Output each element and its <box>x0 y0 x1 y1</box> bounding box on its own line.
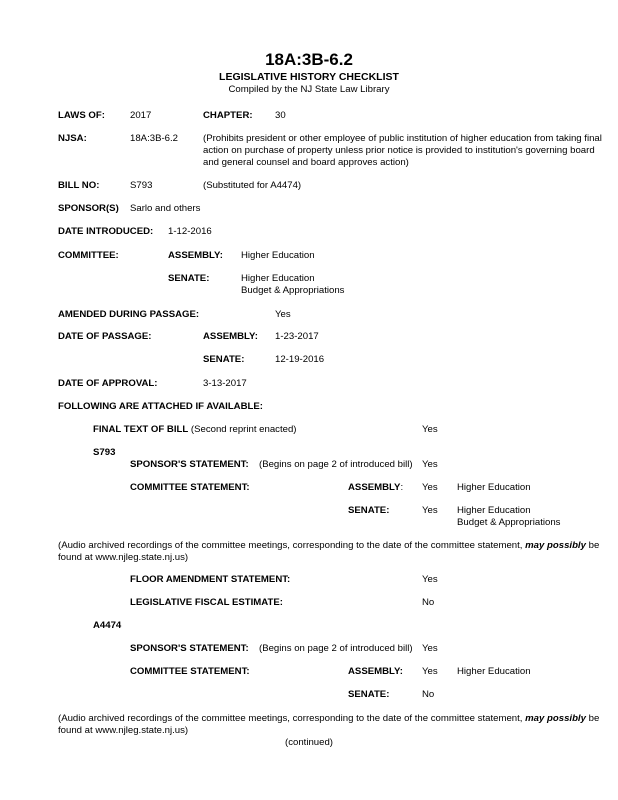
a4474-heading: A4474 <box>93 620 122 631</box>
passage-senate-value: 12-19-2016 <box>275 354 325 365</box>
s793-senate-committee-1: Higher Education <box>457 505 531 516</box>
s793-senate-committee-2: Budget & Appropriations <box>457 517 561 528</box>
s793-fiscal-label: LEGISLATIVE FISCAL ESTIMATE: <box>130 597 283 608</box>
a4474-sponsor-note: (Begins on page 2 of introduced bill) <box>259 643 413 654</box>
s793-assembly-value: Yes <box>422 482 438 493</box>
s793-assembly <box>348 482 403 494</box>
a4474-audio-note-emphasis: may possibly <box>525 713 586 724</box>
s793-audio-note <box>58 540 606 564</box>
s793-audio-note-2: be found at www.njleg.state.nj.us) <box>58 540 600 563</box>
a4474-assembly-label: ASSEMBLY: <box>348 666 403 677</box>
s793-floor-value: Yes <box>422 574 438 585</box>
amended-value: Yes <box>275 309 291 320</box>
s793-audio-note-emphasis: may possibly <box>525 540 586 551</box>
s793-sponsor-note: (Begins on page 2 of introduced bill) <box>259 459 413 470</box>
s793-committee-label: COMMITTEE STATEMENT: <box>130 482 250 493</box>
s793-senate-label: SENATE: <box>348 505 390 516</box>
a4474-senate-value: No <box>422 689 435 700</box>
sponsors-value: Sarlo and others <box>130 203 201 214</box>
s793-assembly-committee: Higher Education <box>457 482 531 493</box>
a4474-committee-label: COMMITTEE STATEMENT: <box>130 666 250 677</box>
date-introduced-label: DATE INTRODUCED: <box>58 226 154 237</box>
bill-no-note: (Substituted for A4474) <box>203 180 302 191</box>
sponsors-label: SPONSOR(S) <box>58 203 119 214</box>
s793-sponsor-value: Yes <box>422 459 438 470</box>
final-text-note: (Second reprint enacted) <box>188 424 297 435</box>
bill-no-value: S793 <box>130 180 153 191</box>
s793-fiscal-value: No <box>422 597 435 608</box>
s793-assembly-label: ASSEMBLY <box>348 482 401 493</box>
a4474-assembly-committee: Higher Education <box>457 666 531 677</box>
date-introduced-value: 1-12-2016 <box>168 226 212 237</box>
a4474-audio-note-1: (Audio archived recordings of the committee meetings, corresponding to the date of the committee statement, <box>58 713 526 724</box>
passage-senate-label: SENATE: <box>203 354 245 365</box>
a4474-audio-note-2: be found at www.njleg.state.nj.us) <box>58 713 600 736</box>
njsa-label: NJSA: <box>58 133 87 144</box>
compiled-by: Compiled by the NJ State Law Library <box>228 84 390 95</box>
chapter-value: 30 <box>275 110 286 121</box>
s793-senate-value: Yes <box>422 505 438 516</box>
chapter-label: CHAPTER: <box>203 110 253 121</box>
approval-value: 3-13-2017 <box>203 378 247 389</box>
committee-assembly-label: ASSEMBLY: <box>168 250 223 261</box>
committee-label: COMMITTEE: <box>58 250 119 261</box>
passage-label: DATE OF PASSAGE: <box>58 331 152 342</box>
page-subtitle: LEGISLATIVE HISTORY CHECKLIST <box>219 71 399 83</box>
committee-senate-label: SENATE: <box>168 273 210 284</box>
a4474-sponsor-label: SPONSOR'S STATEMENT: <box>130 643 249 654</box>
final-text-label: FINAL TEXT OF BILL <box>93 424 189 435</box>
final-text-row <box>93 424 297 436</box>
s793-heading: S793 <box>93 447 116 458</box>
bill-no-label: BILL NO: <box>58 180 100 191</box>
amended-label: AMENDED DURING PASSAGE: <box>58 309 200 320</box>
passage-assembly-label: ASSEMBLY: <box>203 331 258 342</box>
s793-sponsor-label: SPONSOR'S STATEMENT: <box>130 459 249 470</box>
page-title: 18A:3B-6.2 <box>265 50 353 69</box>
s793-audio-note-1: (Audio archived recordings of the committee meetings, corresponding to the date of the committee statement, <box>58 540 526 551</box>
committee-assembly-value: Higher Education <box>241 250 315 261</box>
passage-assembly-value: 1-23-2017 <box>275 331 319 342</box>
a4474-senate-label: SENATE: <box>348 689 390 700</box>
a4474-audio-note <box>58 713 606 737</box>
committee-senate-value-2: Budget & Appropriations <box>241 285 345 296</box>
a4474-sponsor-value: Yes <box>422 643 438 654</box>
attached-heading: FOLLOWING ARE ATTACHED IF AVAILABLE: <box>58 401 263 412</box>
committee-senate-value-1: Higher Education <box>241 273 315 284</box>
s793-floor-label: FLOOR AMENDMENT STATEMENT: <box>130 574 291 585</box>
continued-note: (continued) <box>285 737 333 748</box>
a4474-assembly-value: Yes <box>422 666 438 677</box>
njsa-value: 18A:3B-6.2 <box>130 133 179 144</box>
laws-of-value: 2017 <box>130 110 152 121</box>
approval-label: DATE OF APPROVAL: <box>58 378 158 389</box>
s793-assembly-colon: : <box>400 482 404 493</box>
njsa-description: (Prohibits president or other employee of public institution of higher education from taking final action on purchase of property unless prior notice is provided to institution's governing board and general counsel and board approves action) <box>203 133 602 168</box>
final-text-value: Yes <box>422 424 438 435</box>
laws-of-label: LAWS OF: <box>58 110 105 121</box>
